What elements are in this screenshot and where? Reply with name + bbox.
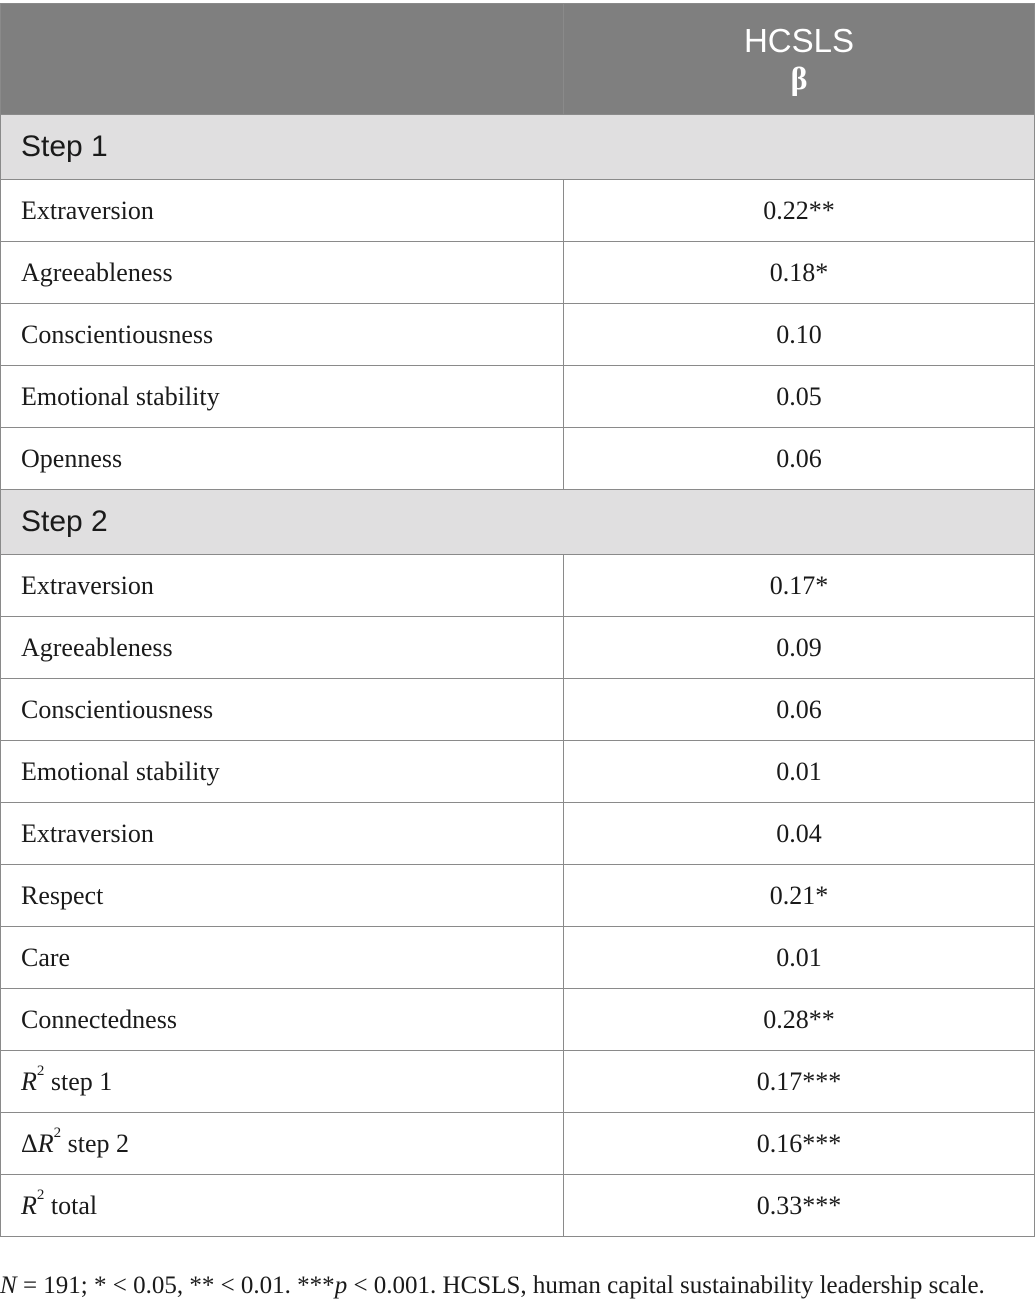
row-value: 0.28** bbox=[564, 989, 1035, 1051]
header-beta-label: β bbox=[790, 60, 808, 96]
table-row bbox=[1, 741, 1035, 803]
section-title-step2: Step 2 bbox=[1, 490, 1035, 555]
table-row bbox=[1, 428, 1035, 490]
table-row bbox=[1, 803, 1035, 865]
table-row bbox=[1, 366, 1035, 428]
row-label: Openness bbox=[1, 428, 564, 490]
table-row bbox=[1, 242, 1035, 304]
table-row bbox=[1, 304, 1035, 366]
r2-step1-label bbox=[1, 1051, 564, 1113]
section-title-step1: Step 1 bbox=[1, 115, 1035, 180]
header-empty-cell bbox=[1, 4, 564, 115]
table-row bbox=[1, 679, 1035, 741]
table-header-row bbox=[1, 4, 1035, 115]
row-label: Connectedness bbox=[1, 989, 564, 1051]
row-label: Agreeableness bbox=[1, 242, 564, 304]
delta-r2-step2-value: 0.16*** bbox=[564, 1113, 1035, 1175]
row-value: 0.10 bbox=[564, 304, 1035, 366]
row-value: 0.18* bbox=[564, 242, 1035, 304]
p-symbol: p bbox=[334, 1272, 348, 1299]
row-value: 0.17* bbox=[564, 555, 1035, 617]
label-text: step 1 bbox=[44, 1066, 113, 1096]
r-symbol: R bbox=[37, 1128, 54, 1158]
row-value: 0.01 bbox=[564, 927, 1035, 989]
r2-step1-value: 0.17*** bbox=[564, 1051, 1035, 1113]
row-label: Agreeableness bbox=[1, 617, 564, 679]
row-value: 0.05 bbox=[564, 366, 1035, 428]
summary-row-r2-step1 bbox=[1, 1051, 1035, 1113]
table-row bbox=[1, 989, 1035, 1051]
table-footnote bbox=[0, 1272, 1035, 1300]
delta-symbol: Δ bbox=[21, 1128, 38, 1158]
table-row bbox=[1, 927, 1035, 989]
r2-total-value: 0.33*** bbox=[564, 1175, 1035, 1237]
row-label: Respect bbox=[1, 865, 564, 927]
table-row bbox=[1, 617, 1035, 679]
row-label: Extraversion bbox=[1, 555, 564, 617]
row-label: Conscientiousness bbox=[1, 679, 564, 741]
r-symbol: R bbox=[21, 1190, 37, 1220]
summary-row-delta-r2-step2 bbox=[1, 1113, 1035, 1175]
row-label: Conscientiousness bbox=[1, 304, 564, 366]
delta-r2-step2-label bbox=[1, 1113, 564, 1175]
row-label: Emotional stability bbox=[1, 741, 564, 803]
footnote-part2: < 0.001. HCSLS, human capital sustainability leadership scale. bbox=[347, 1272, 985, 1299]
row-value: 0.01 bbox=[564, 741, 1035, 803]
row-value: 0.06 bbox=[564, 428, 1035, 490]
row-label: Extraversion bbox=[1, 803, 564, 865]
row-label: Care bbox=[1, 927, 564, 989]
table-row bbox=[1, 555, 1035, 617]
label-text: step 2 bbox=[61, 1128, 130, 1158]
section-row-step1 bbox=[1, 115, 1035, 180]
regression-table bbox=[0, 3, 1035, 1237]
row-value: 0.21* bbox=[564, 865, 1035, 927]
row-value: 0.04 bbox=[564, 803, 1035, 865]
row-label: Extraversion bbox=[1, 180, 564, 242]
row-value: 0.09 bbox=[564, 617, 1035, 679]
header-hcsls-label: HCSLS bbox=[743, 22, 855, 59]
superscript: 2 bbox=[36, 1186, 45, 1203]
n-symbol: N bbox=[0, 1272, 17, 1299]
summary-row-r2-total bbox=[1, 1175, 1035, 1237]
r2-total-label bbox=[1, 1175, 564, 1237]
r-symbol: R bbox=[21, 1066, 37, 1096]
label-text: total bbox=[44, 1190, 98, 1220]
row-label: Emotional stability bbox=[1, 366, 564, 428]
superscript: 2 bbox=[53, 1124, 62, 1141]
superscript: 2 bbox=[36, 1062, 45, 1079]
table-row bbox=[1, 180, 1035, 242]
header-hcsls-cell bbox=[564, 4, 1035, 115]
section-row-step2 bbox=[1, 490, 1035, 555]
footnote-part1: = 191; * < 0.05, ** < 0.01. *** bbox=[16, 1272, 335, 1299]
row-value: 0.22** bbox=[564, 180, 1035, 242]
row-value: 0.06 bbox=[564, 679, 1035, 741]
table-row bbox=[1, 865, 1035, 927]
